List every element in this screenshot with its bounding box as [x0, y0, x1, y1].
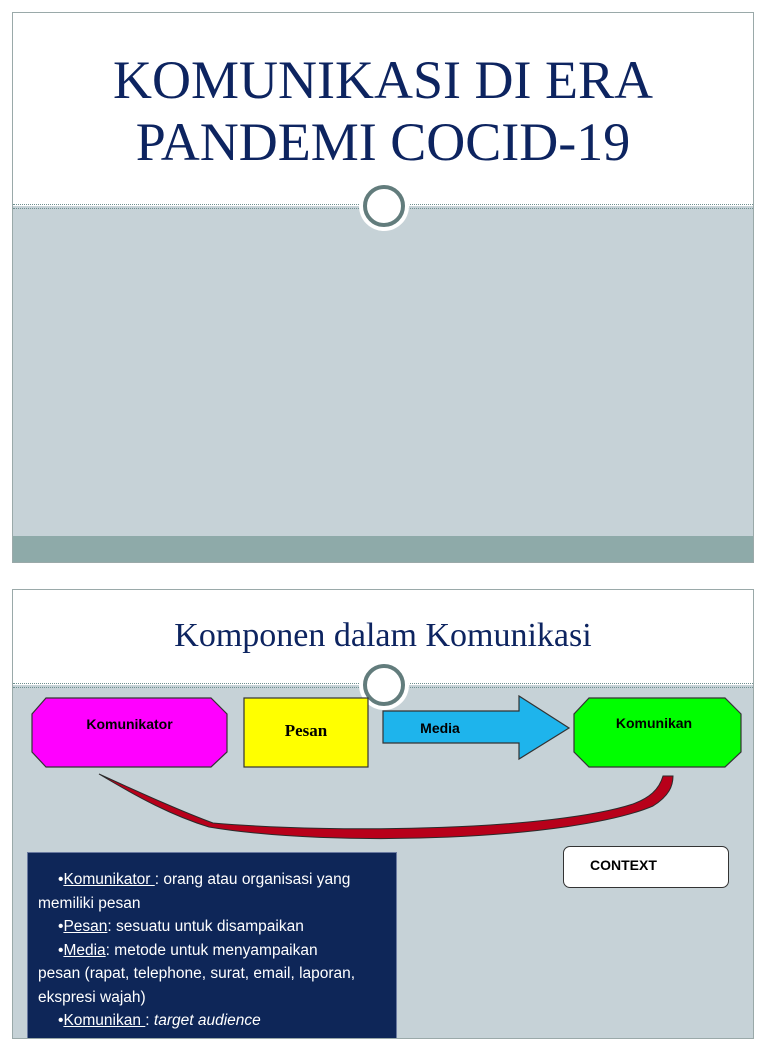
komunikator-shape: [32, 698, 227, 767]
definition-separator: :: [107, 918, 117, 935]
definition-term: Komunikator: [63, 871, 155, 888]
slide-components: [12, 589, 754, 1039]
definition-term: Pesan: [63, 918, 108, 935]
komunikan-label: Komunikan: [615, 715, 693, 731]
komunikator-label: Komunikator: [86, 716, 173, 732]
ring-ornament-icon: [363, 185, 405, 227]
feedback-arrow-shape: [99, 774, 673, 839]
definition-continuation: memiliki pesan: [38, 894, 141, 912]
definition-term: Media: [63, 941, 106, 959]
definition-separator: :: [154, 871, 164, 888]
title-line-2: PANDEMI COCID-19: [135, 112, 631, 172]
slide-title-text: [13, 49, 753, 173]
title-line-1: KOMUNIKASI DI ERA: [113, 50, 653, 110]
context-box: CONTEXT: [563, 846, 729, 888]
definition-item: •Media: metode untuk menyampaikan: [58, 941, 318, 959]
footer-bar: [13, 536, 753, 562]
definition-item: •Komunikator : orang atau organisasi yang: [58, 871, 351, 888]
definition-text: metode untuk menyampaikan: [114, 941, 318, 959]
definition-term: Komunikan: [63, 1012, 146, 1029]
slide-title: [12, 12, 754, 563]
title-area: [13, 13, 753, 206]
slide-title-text: Komponen dalam Komunikasi: [174, 617, 592, 654]
definition-separator: :: [145, 1012, 154, 1029]
definition-separator: :: [105, 941, 115, 959]
definition-item: •Komunikan : target audience: [58, 1012, 261, 1029]
komunikan-shape: [574, 698, 741, 767]
definition-item: •Pesan: sesuatu untuk disampaikan: [58, 918, 304, 935]
definition-continuation: pesan (rapat, telephone, surat, email, laporan, ekspresi wajah): [38, 965, 356, 1006]
definition-text: sesuatu untuk disampaikan: [116, 918, 304, 935]
definition-text: orang atau organisasi yang: [163, 871, 351, 888]
definitions-box: [27, 852, 397, 1039]
pesan-label: Pesan: [284, 721, 328, 740]
media-label: Media: [420, 720, 460, 736]
definition-text: target audience: [153, 1012, 261, 1029]
